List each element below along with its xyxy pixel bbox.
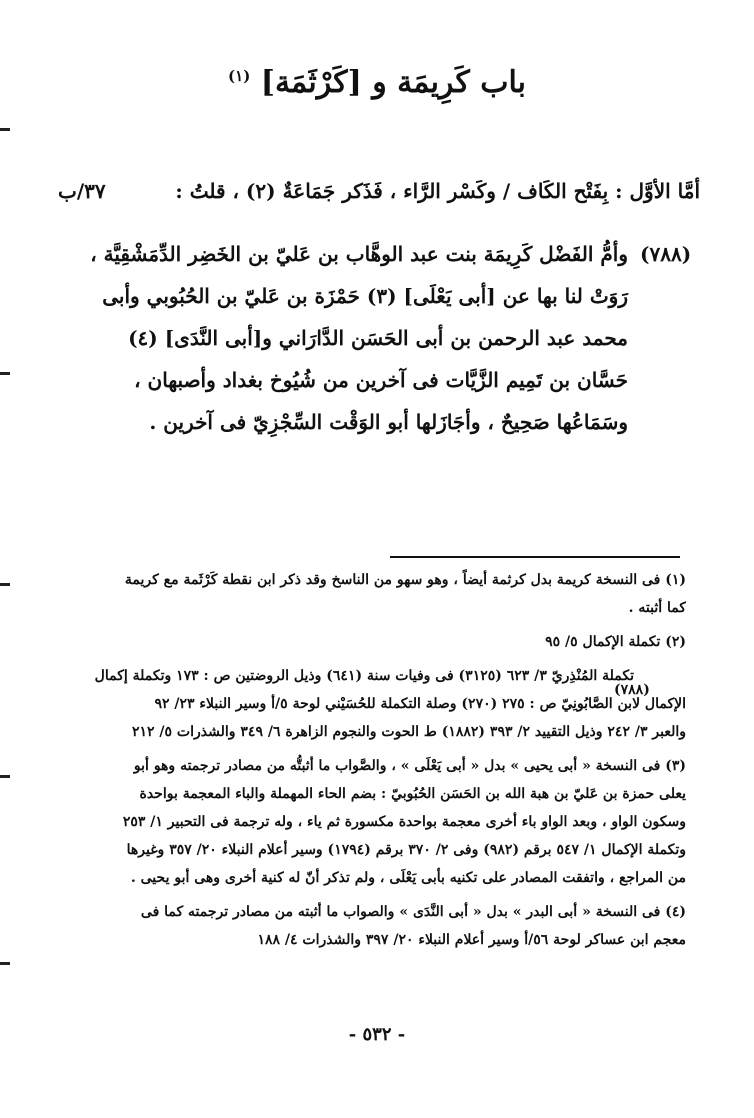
chapter-title-text: باب كَرِيمَة و [كَرْثَمَة] (260, 65, 526, 100)
footnote-line: تكملة المُنْذِريّ ٣/ ٦٢٣ (٣١٢٥) فى وفيات سنة (٦٤١) وذيل الروضتين ص : ١٧٣ وتكملة إكمال (94, 668, 634, 684)
footnote-line: والعبر ٣/ ٢٤٢ وذيل التقييد ٢/ ٣٩٣ (١٨٨٢) ط الحوت والنجوم الزاهرة ٦/ ٣٤٩ والشذرات ٥/ ٢١٢ (131, 724, 686, 740)
footnote-line: معجم ابن عساكر لوحة ٥٦/أ وسير أعلام النبلاء ٢٠/ ٣٩٧ والشذرات ٤/ ١٨٨ (257, 932, 686, 948)
main-line: وأمُّ الفَضْل كَرِيمَة بنت عبد الوهَّاب بن عَليّ بن الخَضِر الدِّمَشْقِيَّة ، (90, 242, 628, 266)
scan-edge-mark (0, 583, 10, 586)
footnote-line: (١) فى النسخة كريمة بدل كرثمة أيضاً ، وهو سهو من الناسخ وقد ذكر ابن نقطة كَرْثَمة مع كريمة (124, 572, 686, 588)
main-line-intro: أمَّا الأوَّل : بِفَتْح الكَاف / وكَسْر الرَّاء ، فَذَكر جَمَاعَةٌ (٢) ، قلتُ : (175, 179, 700, 203)
main-text (80, 170, 700, 443)
scan-edge-mark (0, 962, 10, 965)
footnote-entry-number: (٧٨٨) (614, 682, 650, 698)
footnote-line: الإكمال لابن الصَّابُونِيّ ص : ٢٧٥ (٢٧٠) وصلة التكملة للحُسَيْني لوحة ٥/أ وسير النبلاء ٢٣/ ٩٢ (154, 696, 686, 712)
main-line: رَوَتْ لنا بها عن [أبى يَعْلَى] (٣) حَمْزَة بن عَليّ بن الحُبُوبي وأبى (102, 284, 628, 308)
footnote-line: كما أثبته . (628, 600, 686, 616)
main-line: وسَمَاعُها صَحِيحٌ ، وأجَازَلها أبو الوَقْت السِّجْزِيّ فى آخرين . (149, 410, 628, 434)
footnote-line: يعلى حمزة بن عَليّ بن هبة الله بن الحَسَن الحُبُوبيّ : بضم الحاء المهملة والباء المعجمة بواحدة (139, 786, 686, 802)
entry-number: (٧٨٨) (640, 242, 692, 266)
scan-edge-mark (0, 775, 10, 778)
footnote-separator (390, 556, 680, 558)
main-line: محمد عبد الرحمن بن أبى الحَسَن الدَّارَاني و[أبى النَّدَى] (٤) (128, 326, 628, 350)
chapter-title-footnote-ref: (١) (228, 67, 251, 85)
main-line: حَسَّان بن تَمِيم الزَّيَّات فى آخرين من شُيُوخ بغداد وأصبهان ، (134, 368, 628, 392)
footnote-line: من المراجع ، واتفقت المصادر على تكنيه بأبى يَعْلَى ، ولم تذكر أنّ له كنية أخرى وهى أبو يحيى . (130, 870, 686, 886)
footnote-line: (٣) فى النسخة « أبى يحيى » بدل « أبى يَعْلَى » ، والصَّواب ما أثبتُّه من مصادر ترجمته وهو أبو (133, 758, 686, 774)
page-number: - ٥٣٢ - (348, 1024, 406, 1045)
scan-edge-mark (0, 372, 10, 375)
footnote-line: وسكون الواو ، وبعد الواو باء أخرى معجمة بواحدة مكسورة ثم ياء ، وله ترجمة فى التحبير ١/ ٢٥٣ (122, 814, 686, 830)
folio-marker: ٣٧/ب (58, 179, 106, 203)
footnotes (60, 566, 686, 954)
scan-edge-mark (0, 128, 10, 131)
footnote-line: (٢) تكملة الإكمال ٥/ ٩٥ (545, 634, 686, 650)
chapter-title (120, 52, 634, 107)
footnote-line: (٤) فى النسخة « أبى البدر » بدل « أبى النَّدَى » والصواب ما أثبته من مصادر ترجمته كما فى (140, 904, 686, 920)
footnote-line: وتكملة الإكمال ١/ ٥٤٧ برقم (٩٨٢) وفى ٢/ ٣٧٠ برقم (١٧٩٤) وسير أعلام النبلاء ٢٠/ ٣٥٧ وغيرها (126, 842, 686, 858)
